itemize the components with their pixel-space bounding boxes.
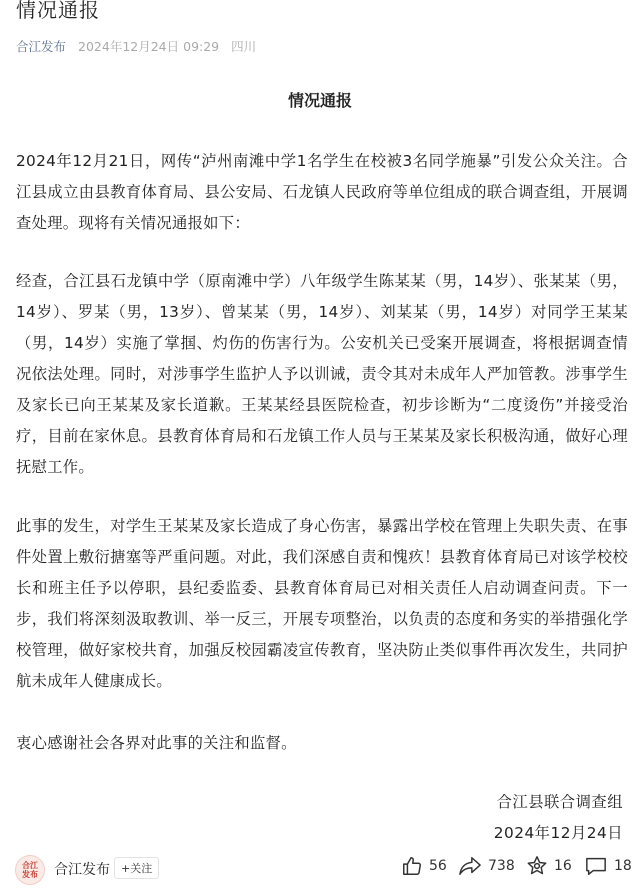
- source-link[interactable]: 合江发布: [16, 39, 67, 54]
- favorite-button[interactable]: [526, 855, 572, 877]
- avatar-text-top: 合江: [22, 861, 38, 870]
- signature-organization: 合江县联合调查组: [496, 793, 623, 811]
- comment-icon: [584, 855, 608, 877]
- article-paragraph-4: 衷心感谢社会各界对此事的关注和监督。: [16, 734, 297, 752]
- article-paragraph-1: 2024年12月21日，网传“泸州南滩中学1名学生在校被3名同学施暴”引发公众关注。合江县成立由县教育体育局、县公安局、石龙镇人民政府等单位组成的联合调查组，开展调查处理。现将有关情况通报如下：: [16, 152, 628, 232]
- comment-count: 18: [614, 858, 632, 874]
- share-arrow-icon: [458, 855, 482, 877]
- account-name[interactable]: 合江发布: [54, 862, 110, 878]
- page-header-title: 情况通报: [16, 0, 100, 22]
- like-button[interactable]: [401, 855, 447, 877]
- share-count: 738: [488, 858, 515, 874]
- like-count: 56: [429, 858, 447, 874]
- bottom-action-bar: [0, 849, 640, 891]
- favorite-count: 16: [554, 858, 572, 874]
- avatar[interactable]: [15, 855, 45, 885]
- follow-button[interactable]: +关注: [114, 857, 159, 879]
- favorite-icon: [526, 855, 548, 877]
- publish-location: 四川: [231, 39, 257, 54]
- share-button[interactable]: [458, 855, 515, 877]
- signature-date: 2024年12月24日: [493, 824, 623, 842]
- publish-datetime: 2024年12月24日 09:29: [78, 39, 220, 54]
- thumbs-up-icon: [401, 855, 423, 877]
- article-meta: [16, 37, 256, 55]
- avatar-text-bottom: 发布: [22, 870, 38, 879]
- article-paragraph-3: 此事的发生，对学生王某某及家长造成了身心伤害，暴露出学校在管理上失职失责、在事件处置上敷衍搪塞等严重问题。对此，我们深感自责和愧疚！县教育体育局已对该学校校长和班主任予以停职，县纪委监委、县教育体育局已对相关责任人启动调查问责。下一步，我们将深刻汲取教训、举一反三，开展专项整治，以负责的态度和务实的举措强化学校管理，做好家校共育，加强反校园霸凌宣传教育，坚决防止类似事件再次发生，共同护航未成年人健康成长。: [16, 517, 628, 690]
- article-paragraph-2: 经查，合江县石龙镇中学（原南滩中学）八年级学生陈某某（男，14岁）、张某某（男，14岁）、罗某（男，13岁）、曾某某（男，14岁）、刘某某（男，14岁）对同学王某某（男，14岁）实施了掌掴、灼伤的伤害行为。公安机关已受案开展调查，将根据调查情况依法处理。同时，对涉事学生监护人予以训诫，责令其对未成年人严加管教。涉事学生及家长已向王某某及家长道歉。王某某经县医院检查，初步诊断为“二度烫伤”并接受治疗，目前在家休息。县教育体育局和石龙镇工作人员与王某某及家长积极沟通，做好心理抚慰工作。: [16, 272, 628, 476]
- comment-button[interactable]: [584, 855, 632, 877]
- article-title: 情况通报: [287, 91, 352, 110]
